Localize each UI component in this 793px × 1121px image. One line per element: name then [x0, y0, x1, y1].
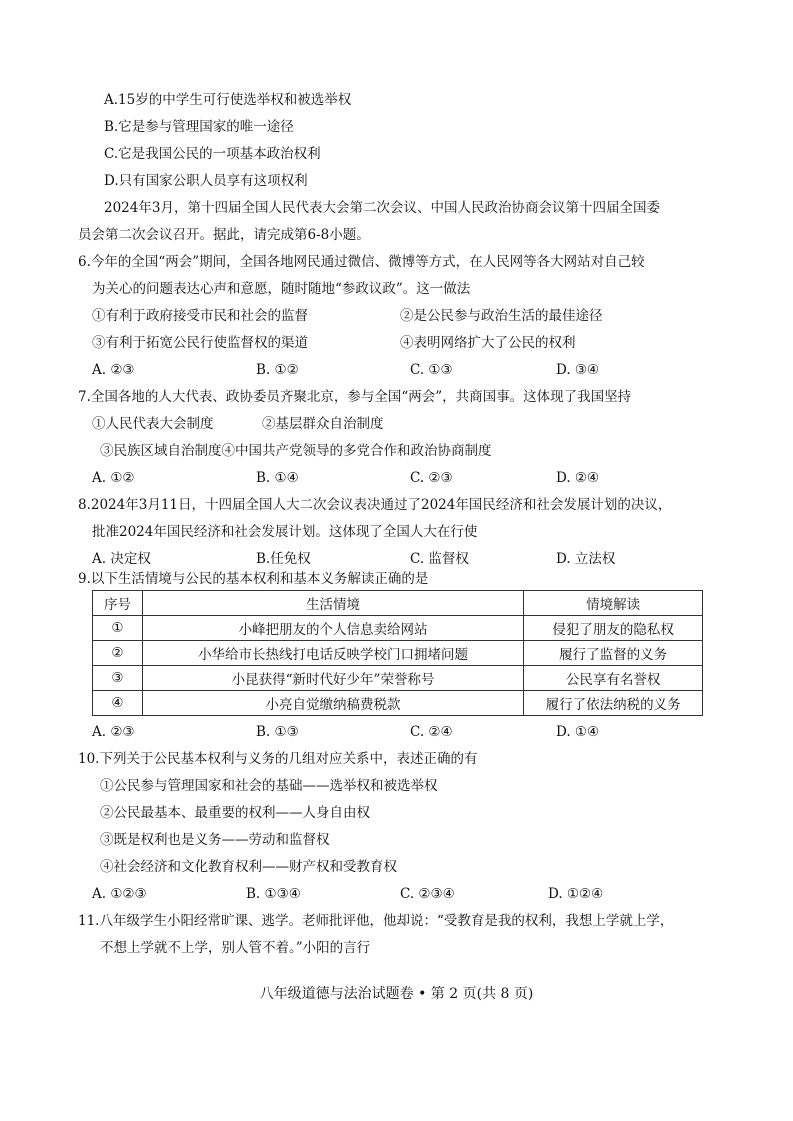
q9-options [92, 722, 732, 742]
q9-stem: 9.以下生活情境与公民的基本权利和基本义务解读正确的是 [78, 571, 429, 587]
q5-option-c: C.它是我国公民的一项基本政治权利 [104, 146, 321, 162]
q10-option-a: A. ①②③ [92, 886, 147, 902]
q9-row-number: ① [93, 616, 143, 641]
q7-stem: 7.全国各地的人大代表、政协委员齐聚北京，参与全国“两会”，共商国事。这体现了我国坚持 [78, 389, 632, 405]
q8-option-c: C. 监督权 [410, 551, 469, 567]
q10-option-b: B. ①③④ [246, 886, 301, 902]
q6-statement-2: ②是公民参与政治生活的最佳途径 [400, 308, 603, 324]
q7-option-b: B. ①④ [256, 470, 299, 486]
intro-line-2: 员会第二次会议召开。据此，请完成第6-8小题。 [78, 227, 370, 243]
q10-statement-3: ③既是权利也是义务——劳动和监督权 [100, 832, 330, 848]
q10-statement-4: ④社会经济和文化教育权利——财产权和受教育权 [100, 859, 397, 875]
q5-option-d: D.只有国家公职人员享有这项权利 [104, 173, 308, 189]
q9-option-a: A. ②③ [92, 724, 135, 740]
q8-option-d: D. 立法权 [556, 551, 616, 567]
table-row [93, 691, 703, 716]
q8-option-a: A. 决定权 [92, 551, 151, 567]
q6-option-d: D. ③④ [556, 362, 600, 378]
q10-options [92, 884, 732, 904]
q5-option-a: A.15岁的中学生可行使选举权和被选举权 [104, 92, 352, 108]
q10-stem: 10.下列关于公民基本权利与义务的几组对应关系中，表述正确的有 [78, 751, 478, 767]
intro-line-1: 2024年3月，第十四届全国人民代表大会第二次会议、中国人民政治协商会议第十四届全国委 [104, 200, 660, 216]
q8-option-b: B.任免权 [256, 551, 311, 567]
q6-options [92, 360, 732, 380]
q9-option-c: C. ②④ [410, 724, 453, 740]
q6-option-c: C. ①③ [410, 362, 453, 378]
q6-statement-1: ①有利于政府接受市民和社会的监督 [92, 308, 308, 324]
q9-row-interpretation: 侵犯了朋友的隐私权 [524, 616, 703, 641]
q6-stem-line-1: 6.今年的全国“两会”期间，全国各地网民通过微信、微博等方式，在人民网等各大网站对自己较 [78, 254, 645, 270]
q8-stem-line-2: 批准2024年国民经济和社会发展计划。这体现了全国人大在行使 [92, 524, 478, 540]
q11-stem-line-1: 11.八年级学生小阳经常旷课、逃学。老师批评他，他却说：“受教育是我的权利，我想上学就上学， [78, 913, 674, 929]
q9-header-situation: 生活情境 [142, 591, 523, 616]
q9-table [92, 590, 703, 716]
table-row [93, 666, 703, 691]
q9-row-number: ② [93, 641, 143, 666]
q9-option-b: B. ①③ [256, 724, 299, 740]
table-row [93, 616, 703, 641]
q7-options [92, 468, 732, 488]
q9-row-situation: 小昆获得“新时代好少年”荣誉称号 [142, 666, 523, 691]
q9-row-situation: 小峰把朋友的个人信息卖给网站 [142, 616, 523, 641]
q6-option-b: B. ①② [256, 362, 299, 378]
q9-table-header [93, 591, 703, 616]
q10-option-c: C. ②③④ [400, 886, 455, 902]
page-footer: 八年级道德与法治试题卷 • 第 2 页(共 8 页) [259, 986, 534, 1002]
q10-statement-1: ①公民参与管理国家和社会的基础——选举权和被选举权 [100, 778, 438, 794]
q6-statement-3: ③有利于拓宽公民行使监督权的渠道 [92, 335, 308, 351]
q6-stem-line-2: 为关心的问题表达心声和意愿，随时随地“参政议政”。这一做法 [92, 281, 471, 297]
q10-option-d: D. ①②④ [548, 886, 604, 902]
q7-option-a: A. ①② [92, 470, 135, 486]
q10-statement-2: ②公民最基本、最重要的权利——人身自由权 [100, 805, 370, 821]
q7-statement-1: ①人民代表大会制度 [92, 416, 214, 432]
q5-option-b: B.它是参与管理国家的唯一途径 [104, 119, 294, 135]
q9-header-number: 序号 [93, 591, 143, 616]
q11-stem-line-2: 不想上学就不上学，别人管不着。”小阳的言行 [100, 940, 371, 956]
q6-statement-4: ④表明网络扩大了公民的权利 [400, 335, 576, 351]
q7-statement-3-4: ③民族区域自治制度④中国共产党领导的多党合作和政治协商制度 [100, 443, 492, 459]
q8-stem-line-1: 8.2024年3月11日，十四届全国人大二次会议表决通过了2024年国民经济和社会发展计划的决议， [78, 497, 672, 513]
q9-row-number: ④ [93, 691, 143, 716]
q7-option-c: C. ②③ [410, 470, 453, 486]
q9-header-interpretation: 情境解读 [524, 591, 703, 616]
q9-row-situation: 小华给市长热线打电话反映学校门口拥堵问题 [142, 641, 523, 666]
q9-row-interpretation: 履行了监督的义务 [524, 641, 703, 666]
q9-row-number: ③ [93, 666, 143, 691]
q9-row-situation: 小亮自觉缴纳稿费税款 [142, 691, 523, 716]
q7-option-d: D. ②④ [556, 470, 600, 486]
q9-row-interpretation: 履行了依法纳税的义务 [524, 691, 703, 716]
q9-option-d: D. ①④ [556, 724, 600, 740]
q7-statement-2: ②基层群众自治制度 [262, 416, 384, 432]
q8-options [92, 549, 732, 569]
q6-option-a: A. ②③ [92, 362, 135, 378]
q9-row-interpretation: 公民享有名誉权 [524, 666, 703, 691]
table-row [93, 641, 703, 666]
